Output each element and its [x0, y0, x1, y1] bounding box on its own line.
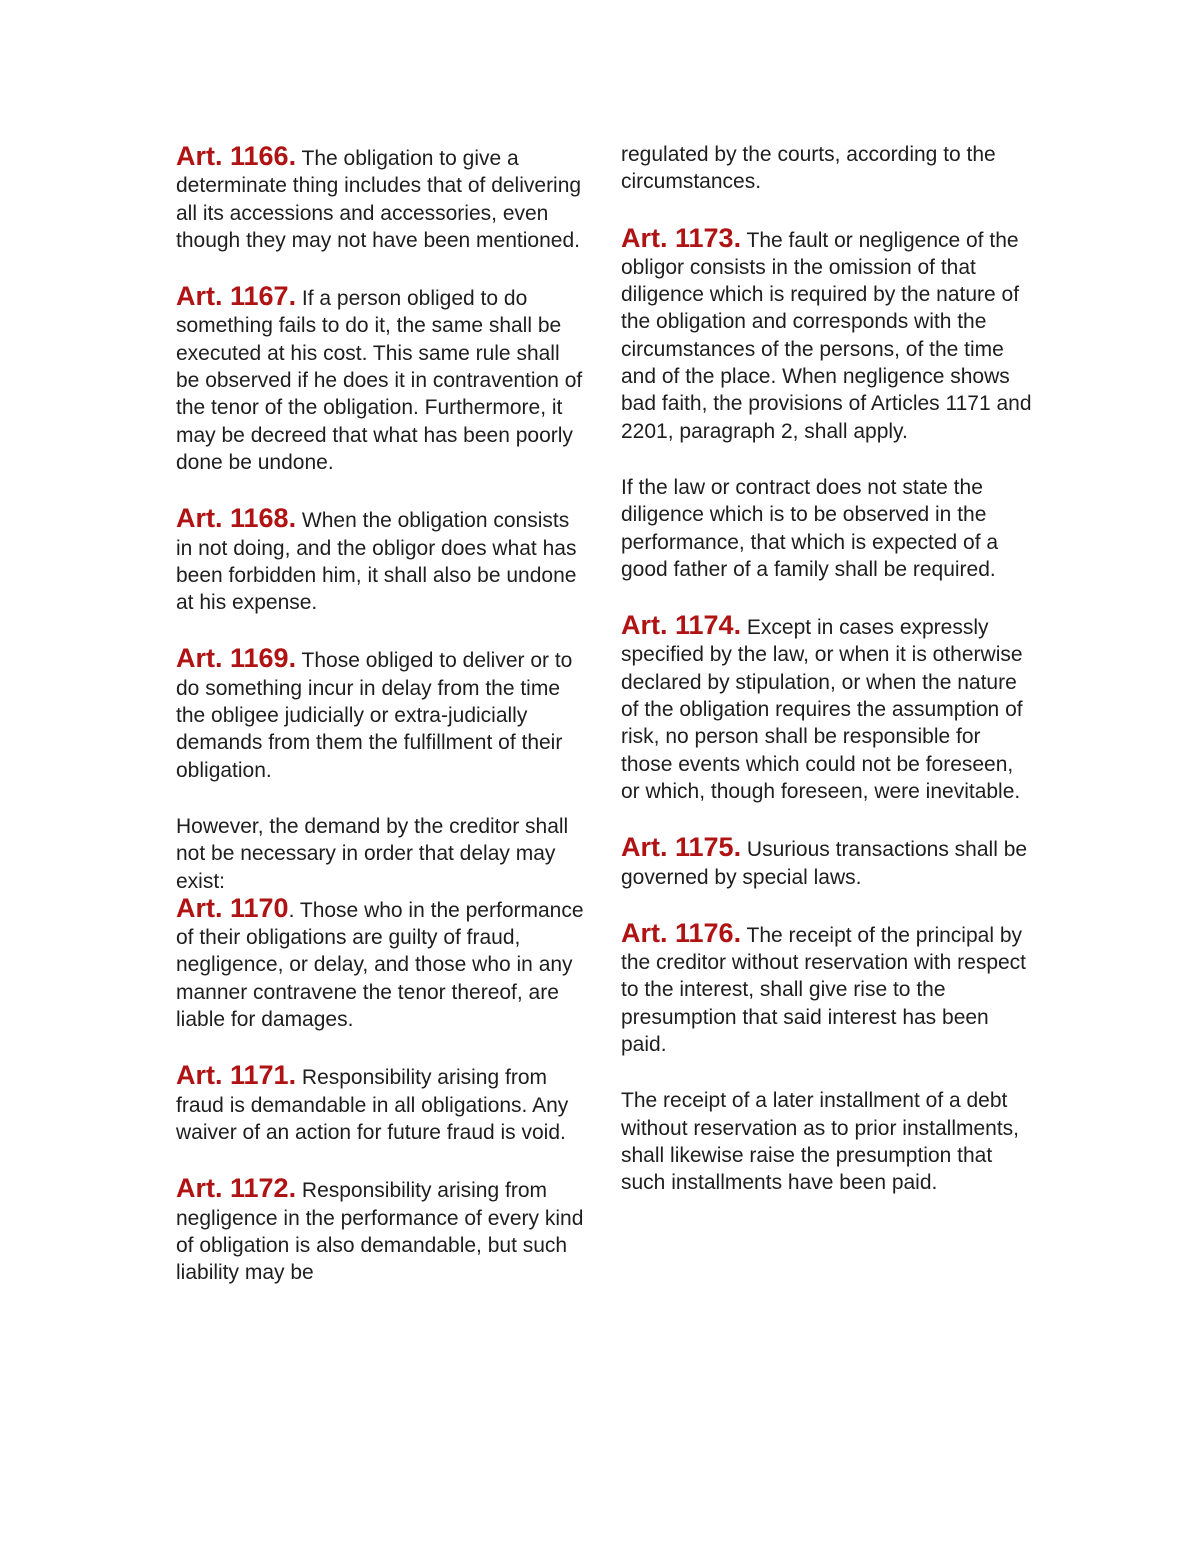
article-text: If a person obliged to do something fails to do it, the same shall be executed at his cost. This same rule shall be observed if he does it in contravention of the tenor of the obligation. Furthermore, it may be decreed that what has been poorly done be undone.: [176, 287, 583, 474]
article-1171: [176, 1062, 588, 1146]
article-text: Responsibility arising from negligence in the performance of every kind of obligation is also demandable, but such liability may be: [176, 1179, 584, 1285]
article-label: Art. 1171.: [176, 1060, 297, 1091]
article-label: Art. 1176.: [621, 917, 742, 948]
article-text: Usurious transactions shall be governed by special laws.: [621, 838, 1028, 889]
paragraph-text: However, the demand by the creditor shall not be necessary in order that delay may exist:: [176, 814, 569, 893]
article-label: Art. 1175.: [621, 832, 742, 863]
article-label: Art. 1167.: [176, 281, 297, 312]
article-1176-continuation: [621, 1087, 1033, 1196]
article-text: Those obliged to deliver or to do something incur in delay from the time the obligee judicially or extra-judicially demands from them the fulfillment of their obligation.: [176, 649, 573, 782]
article-label: Art. 1172.: [176, 1173, 297, 1204]
right-column: [621, 141, 1033, 1226]
article-1167: [176, 283, 588, 476]
article-1169: [176, 645, 588, 783]
article-1172: [176, 1175, 588, 1286]
article-1166: [176, 143, 588, 254]
article-1176: [621, 917, 1033, 1058]
article-text: The receipt of the principal by the creditor without reservation with respect to the interest, shall give rise to the presumption that said interest has been paid.: [621, 923, 1027, 1057]
article-1175: [621, 834, 1033, 891]
article-1174: [621, 612, 1033, 805]
paragraph-text: regulated by the courts, according to the circumstances.: [621, 143, 996, 194]
paragraph-text: If the law or contract does not state the diligence which is to be observed in the performance, that which is expected of a good father of a family shall be required.: [621, 475, 999, 581]
article-text: The fault or negligence of the obligor consists in the omission of that diligence which is required by the nature of the obligation and corresponds with the circumstances of the persons, of the time and of the place. When negligence shows bad faith, the provisions of Articles 1171 and 2201, paragraph 2, shall apply.: [621, 228, 1032, 443]
article-1173-continuation: [621, 474, 1033, 583]
article-1172-continuation: [621, 141, 1033, 196]
article-label: Art. 1169.: [176, 643, 297, 674]
article-text: . Those who in the performance of their obligations are guilty of fraud, negligence, or delay, and those who in any manner contravene the tenor thereof, are liable for damages.: [176, 898, 584, 1032]
left-column: [176, 143, 588, 1315]
article-text: The obligation to give a determinate thing includes that of delivering all its accessions and accessories, even though they may not have been mentioned.: [176, 147, 582, 252]
article-label: Art. 1170: [176, 892, 289, 923]
article-1169-continuation: [176, 813, 588, 895]
article-text: Except in cases expressly specified by the law, or when it is otherwise declared by stipulation, or when the nature of the obligation requires the assumption of risk, no person shall be responsible for those events which could not be foreseen, or which, though foreseen, were inevitable.: [621, 616, 1023, 803]
article-1173: [621, 222, 1033, 445]
article-1168: [176, 505, 588, 616]
article-label: Art. 1168.: [176, 503, 297, 534]
article-text: When the obligation consists in not doing, and the obligor does what has been forbidden him, it shall also be undone at his expense.: [176, 509, 577, 615]
article-label: Art. 1173.: [621, 222, 742, 253]
article-1170: [176, 892, 588, 1033]
paragraph-text: The receipt of a later installment of a debt without reservation as to prior installments, shall likewise raise the presumption that such installments have been paid.: [621, 1089, 1020, 1195]
article-text: Responsibility arising from fraud is demandable in all obligations. Any waiver of an action for future fraud is void.: [176, 1066, 569, 1144]
article-label: Art. 1166.: [176, 141, 297, 171]
article-label: Art. 1174.: [621, 610, 742, 641]
